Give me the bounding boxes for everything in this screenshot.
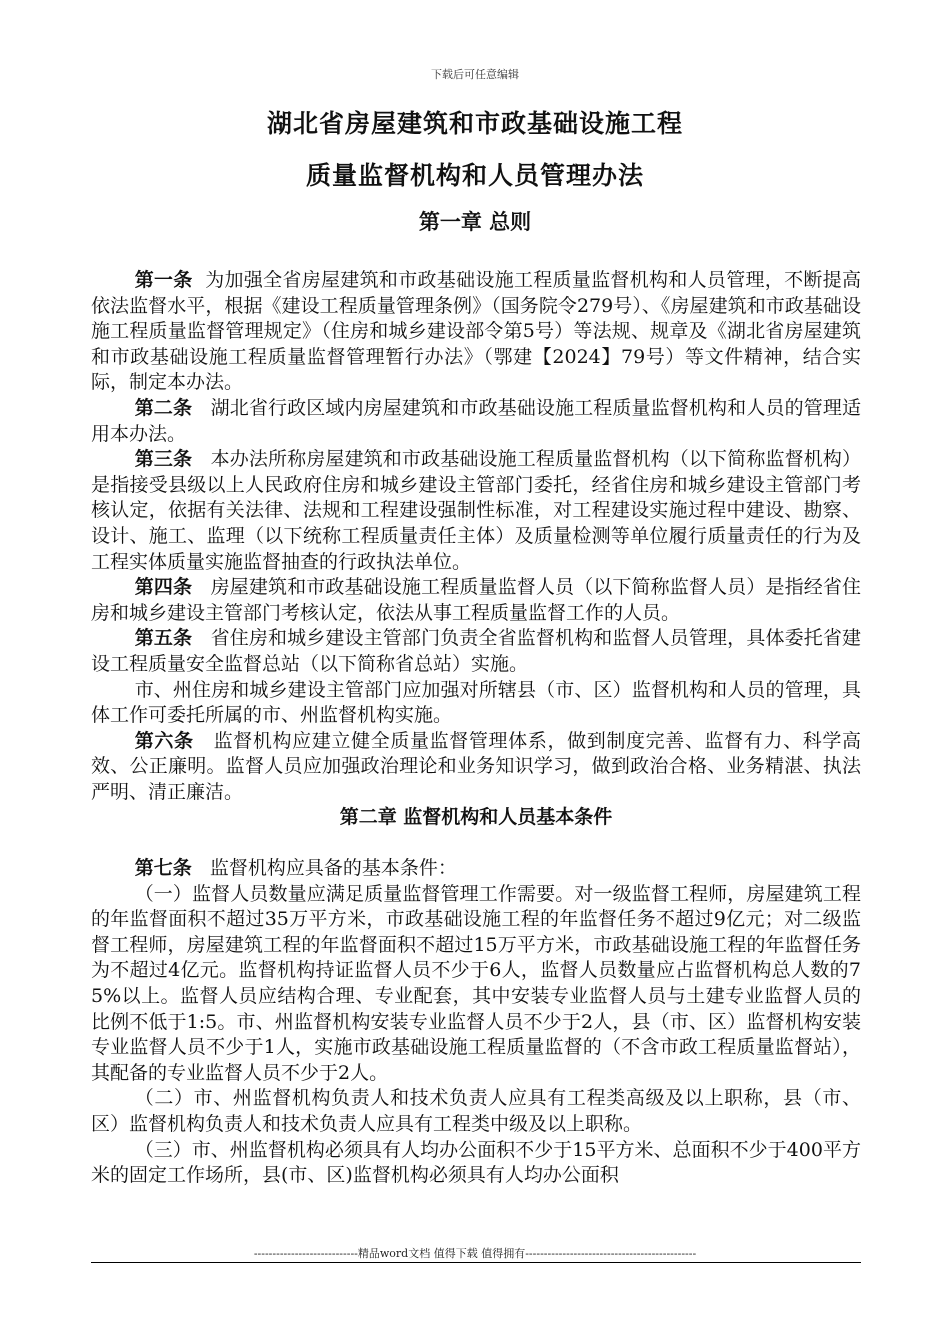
title-line-2: 质量监督机构和人员管理办法: [305, 161, 644, 190]
chapter-2-heading: 第二章 监督机构和人员基本条件: [339, 806, 613, 829]
footer-divider: [91, 1262, 861, 1263]
header-note: 下载后可任意编辑: [431, 68, 519, 81]
article-6-heading: 第六条: [134, 729, 194, 752]
article-1-text: 为加强全省房屋建筑和市政基础设施工程质量监督机构和人员管理，不断提高依法监督水平，根据《建设工程质量管理条例》（国务院令279号）、《房屋建筑和市政基础设施工程质量监督管理规定》（住房和城乡建设部令第5号）等法规、规章及《湖北省房屋建筑和市政基础设施工程质量监督管理暂行办法》（鄂建【2024】79号）等文件精神，结合实际，制定本办法。: [91, 269, 861, 394]
article-2-text: 湖北省行政区域内房屋建筑和市政基础设施工程质量监督机构和人员的管理适用本办法。: [91, 396, 861, 445]
article-7-item-3: （三）市、州监督机构必须具有人均办公面积不少于15平方米、总面积不少于400平方米的固定工作场所，县(市、区)监督机构必须具有人均办公面积: [91, 1138, 861, 1187]
article-4-heading: 第四条: [134, 576, 193, 599]
article-7: [91, 856, 861, 882]
article-6-text: 监督机构应建立健全质量监督管理体系，做到制度完善、监督有力、科学高效、公正廉明。监督人员应加强政治理论和业务知识学习，做到政治合格、业务精湛、执法严明、清正廉洁。: [91, 729, 861, 803]
article-6: [91, 729, 861, 806]
document-body: [91, 268, 861, 1189]
article-1-heading: 第一条: [134, 269, 193, 291]
footer-text: ----------------------------精品word文档 值得下载 值得拥有----------------------------------------------: [253, 1247, 697, 1260]
article-5-paragraph-2: 市、州住房和城乡建设主管部门应加强对所辖县（市、区）监督机构和人员的管理，具体工作可委托所属的市、州监督机构实施。: [91, 678, 861, 727]
article-5: [91, 626, 861, 677]
article-2: [91, 396, 861, 447]
article-4-text: 房屋建筑和市政基础设施工程质量监督人员（以下简称监督人员）是指经省住房和城乡建设主管部门考核认定，依法从事工程质量监督工作的人员。: [91, 576, 861, 624]
chapter-1-heading: 第一章 总则: [418, 210, 532, 234]
article-7-item-2: （二）市、州监督机构负责人和技术负责人应具有工程类高级及以上职称，县（市、区）监督机构负责人和技术负责人应具有工程类中级及以上职称。: [91, 1087, 861, 1135]
article-7-text: 监督机构应具备的基本条件：: [209, 857, 457, 880]
article-3-heading: 第三条: [134, 448, 193, 471]
article-7-heading: 第七条: [134, 857, 192, 880]
title-line-1: 湖北省房屋建筑和市政基础设施工程: [266, 109, 683, 138]
article-2-heading: 第二条: [134, 396, 193, 419]
article-3-text: 本办法所称房屋建筑和市政基础设施工程质量监督机构（以下简称监督机构）是指接受县级以上人民政府住房和城乡建设主管部门委托，经省住房和城乡建设主管部门考核认定，依据有关法律、法规和工程建设强制性标准，对工程建设实施过程中建设、勘察、设计、施工、监理（以下统称工程质量责任主体）及质量检测等单位履行质量责任的行为及工程实体质量实施监督抽查的行政执法单位。: [91, 448, 861, 573]
article-3: [91, 447, 861, 575]
article-5-heading: 第五条: [134, 627, 193, 650]
article-4: [91, 575, 861, 626]
article-1: [91, 268, 861, 396]
article-7-item-1: （一）监督人员数量应满足质量监督管理工作需要。对一级监督工程师，房屋建筑工程的年监督面积不超过35万平方米，市政基础设施工程的年监督任务不超过9亿元；对二级监督工程师，房屋建筑工程的年监督面积不超过15万平方米，市政基础设施工程的年监督任务为不超过4亿元。监督机构持证监督人员不少于6人，监督人员数量应占监督机构总人数的75%以上。监督人员应结构合理、专业配套，其中安装专业监督人员与土建专业监督人员的比例不低于1:5。市、州监督机构安装专业监督人员不少于2人，县（市、区）监督机构安装专业监督人员不少于1人，实施市政基础设施工程质量监督的（不含市政工程质量监督站），其配备的专业监督人员不少于2人。: [91, 882, 861, 1084]
article-5-text: 省住房和城乡建设主管部门负责全省监督机构和监督人员管理，具体委托省建设工程质量安全监督总站（以下简称省总站）实施。: [91, 627, 861, 675]
